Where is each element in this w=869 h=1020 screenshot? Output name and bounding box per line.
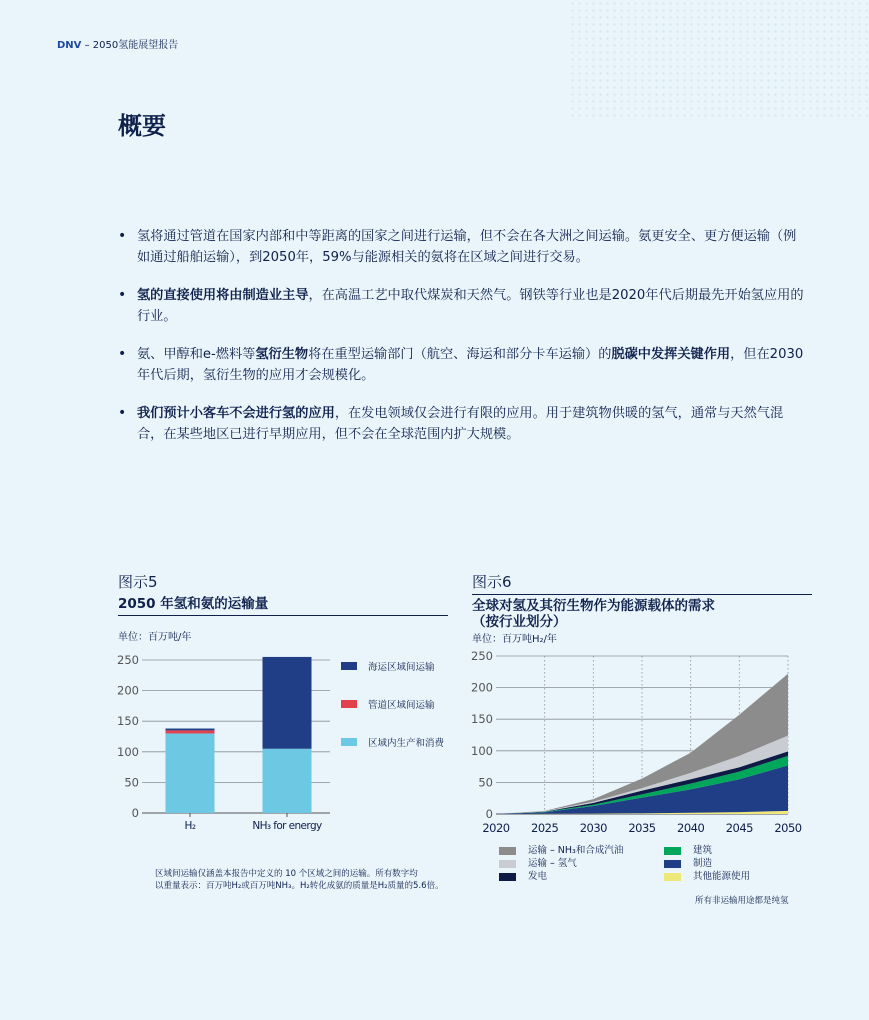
y-tick-label: 50 — [124, 775, 139, 790]
figure-5-note-line-1: 区域间运输仅涵盖本报告中定义的 10 个区域之间的运输。所有数字均 — [155, 869, 418, 879]
bullet-text: ，但在2030年代后期，氢衍生物的应用才会规模化。 — [137, 347, 804, 383]
bar-segment — [263, 657, 312, 749]
legend-swatch — [664, 847, 681, 855]
legend-label: 其他能源使用 — [693, 871, 751, 882]
bullet-text: ，在高温工艺中取代煤炭和天然气。钢铁等行业也是2020年代后期最先开始氢应用的行业。 — [137, 288, 804, 324]
bar-segment — [166, 729, 215, 731]
legend-item — [499, 842, 623, 856]
legend-label: 运输 – NH₃和合成汽油 — [528, 845, 624, 856]
legend-item — [664, 842, 712, 856]
legend-swatch — [341, 700, 357, 708]
figure-6-footnote: 所有非运输用途都是纯氢 — [695, 896, 789, 906]
summary-bullet — [118, 226, 808, 268]
y-tick-label: 50 — [478, 775, 493, 790]
y-tick-label: 200 — [117, 683, 139, 698]
legend-label: 海运区域间运输 — [368, 662, 435, 673]
bullet-text: 将在重型运输部门（航空、海运和部分卡车运输）的 — [308, 347, 612, 362]
summary-bullet — [118, 285, 808, 327]
legend-swatch — [664, 873, 681, 881]
bar-segment — [263, 749, 312, 813]
legend-swatch — [499, 847, 516, 855]
figure-6-unit: 单位：百万吨H₂/年 — [472, 634, 557, 645]
y-tick-label: 0 — [131, 806, 139, 820]
y-tick-label: 250 — [117, 653, 139, 667]
y-tick-label: 200 — [471, 680, 493, 695]
legend-swatch — [664, 860, 681, 868]
bullet-bold-text: 脱碳中发挥关键作用 — [611, 347, 731, 362]
legend-item — [499, 855, 577, 869]
x-tick-label: 2035 — [628, 821, 656, 835]
bullet-bold-text: 氢的直接使用将由制造业主导 — [137, 288, 309, 303]
figure-5-note-line-2: 以重量表示：百万吨H₂或百万吨NH₃。H₂转化成氨的质量是H₂质量的5.6倍。 — [155, 881, 444, 891]
figure-5-title: 2050 年氢和氨的运输量 — [118, 594, 448, 616]
brand-logo-text: DNV — [57, 40, 82, 51]
figure-6-title-line-2: （按行业划分） — [472, 614, 567, 630]
y-tick-label: 150 — [117, 714, 139, 729]
page-header — [57, 36, 178, 51]
bar-segment — [166, 733, 215, 813]
y-tick-label: 0 — [485, 807, 493, 821]
x-tick-label: H₂ — [184, 820, 196, 832]
page-title: 概要 — [118, 112, 166, 140]
figure-6-legend — [499, 842, 819, 882]
bar-segment — [166, 730, 215, 733]
x-tick-label: 2030 — [579, 821, 607, 835]
summary-bullet — [118, 344, 808, 386]
bullet-bold-text: 我们预计小客车不会进行氢的应用 — [137, 406, 335, 421]
decorative-dot-pattern — [569, 0, 869, 120]
x-tick-label: 2045 — [725, 821, 753, 835]
bullet-text: 氢将通过管道在国家内部和中等距离的国家之间进行运输，但不会在各大洲之间运输。氨更安全、更方便运输（例如通过船舶运输），到2050年，59%与能源相关的氨将在区域之间进行交易。 — [137, 229, 797, 265]
bullet-text: 氨、甲醇和e-燃料等 — [137, 347, 256, 362]
legend-label: 发电 — [528, 871, 548, 882]
x-tick-label: 2050 — [774, 821, 802, 835]
figure-5-note — [155, 868, 455, 892]
figure-6-number: 图示6 — [472, 573, 512, 591]
legend-label: 建筑 — [693, 845, 713, 856]
y-tick-label: 100 — [117, 744, 139, 759]
figure-5-chart — [110, 648, 460, 838]
legend-swatch — [499, 860, 516, 868]
figure-6 — [472, 571, 812, 645]
figure-6-title-line-1: 全球对氢及其衍生物作为能源载体的需求 — [472, 598, 715, 614]
x-tick-label: 2025 — [531, 821, 559, 835]
figure-6-chart — [468, 646, 813, 836]
summary-bullet — [118, 403, 808, 445]
legend-label: 区域内生产和消费 — [368, 738, 445, 749]
report-name: 2050氢能展望报告 — [92, 40, 179, 51]
summary-bullet-list — [118, 226, 808, 462]
y-tick-label: 250 — [471, 649, 493, 663]
x-tick-label: NH₃ for energy — [252, 820, 322, 832]
figure-5-number: 图示5 — [118, 573, 158, 591]
legend-swatch — [341, 662, 357, 670]
header-separator: – — [81, 40, 93, 51]
x-tick-label: 2020 — [482, 821, 510, 835]
legend-item — [664, 855, 712, 869]
figure-5-unit: 单位：百万吨/年 — [118, 632, 192, 643]
legend-swatch — [499, 873, 516, 881]
y-tick-label: 100 — [471, 743, 493, 758]
x-tick-label: 2040 — [677, 821, 705, 835]
legend-label: 运输 – 氢气 — [528, 858, 577, 869]
legend-label: 管道区域间运输 — [368, 700, 435, 711]
legend-label: 制造 — [693, 858, 713, 869]
bullet-bold-text: 氢衍生物 — [255, 347, 309, 362]
y-tick-label: 150 — [471, 712, 493, 727]
legend-item — [664, 868, 750, 882]
bullet-text: ，在发电领域仅会进行有限的应用。用于建筑物供暖的氢气，通常与天然气混合，在某些地区已进行早期应用，但不会在全球范围内扩大规模。 — [137, 406, 784, 442]
figure-5 — [118, 571, 448, 643]
legend-swatch — [341, 738, 357, 746]
legend-item — [499, 868, 547, 882]
